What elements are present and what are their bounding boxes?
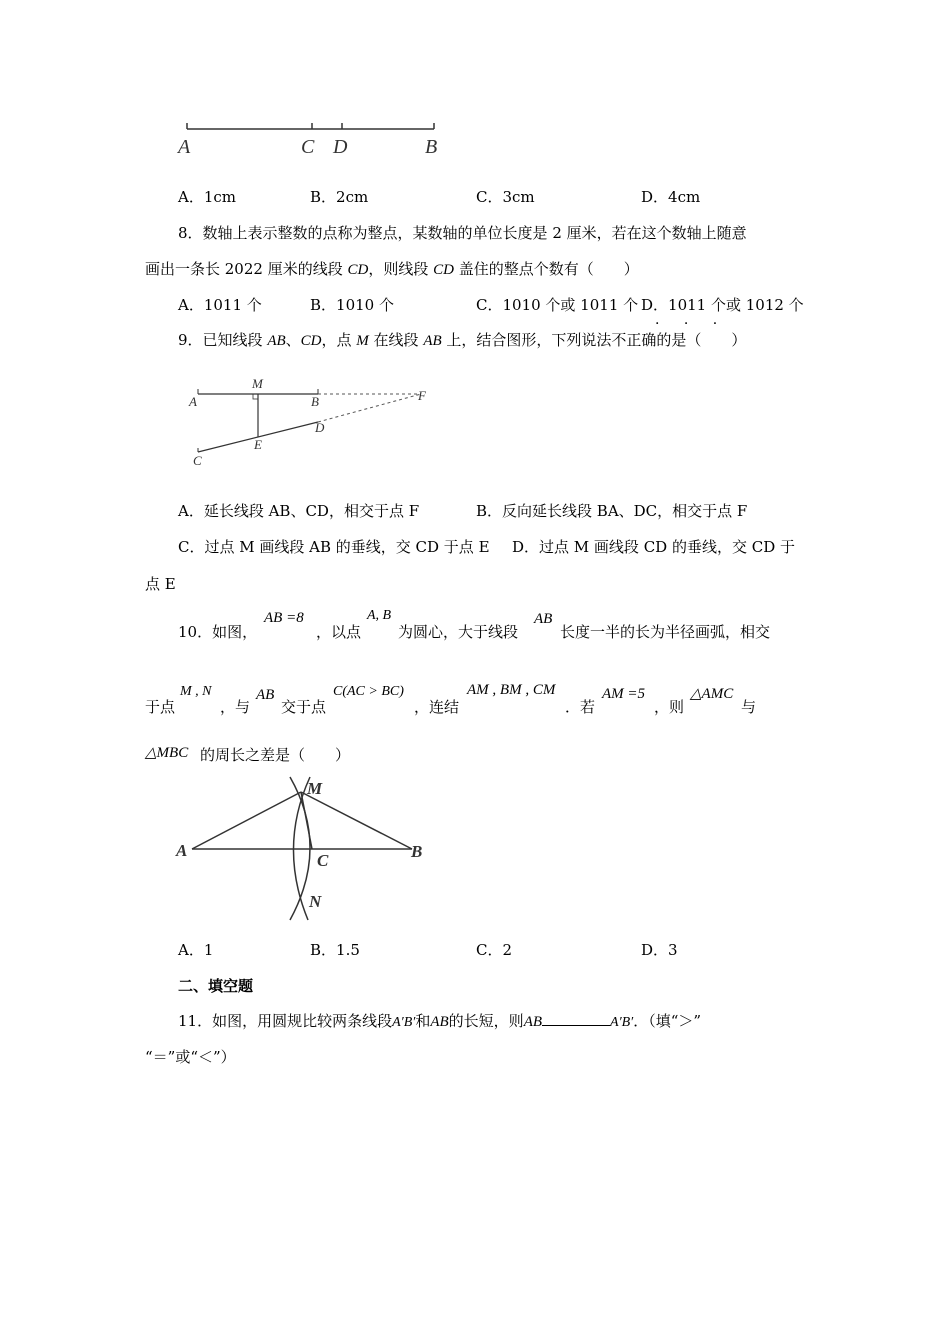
q9-sep: 、	[285, 331, 301, 349]
figure-q9	[185, 370, 445, 470]
q9-ab: AB	[267, 333, 286, 349]
q10-text-12: 的周长之差是（ ）	[200, 746, 351, 764]
fig10-label-c: C	[317, 851, 329, 870]
q10-math-c: C(AC > BC)	[333, 684, 404, 699]
q10-option-a[interactable]: A．1	[178, 941, 214, 959]
label-c: C	[301, 136, 315, 158]
q11-math-apbp-2: A′B′	[610, 1015, 634, 1030]
label-d: D	[333, 136, 348, 158]
q11-text-2: 和	[415, 1012, 431, 1030]
q11-math-ab: AB	[430, 1014, 449, 1030]
q10-text-10: ，则	[654, 698, 685, 716]
q10-math-amc: △AMC	[690, 686, 734, 702]
q10-text-5: 于点	[145, 698, 176, 716]
q11-line1	[178, 1011, 701, 1033]
label-a: A	[178, 136, 191, 158]
q10-option-c[interactable]: C．2	[476, 941, 513, 959]
q10-text-2: ，以点	[316, 623, 362, 641]
q9-cd: CD	[300, 333, 322, 349]
q10-text-6: ，与	[220, 698, 251, 716]
q10-math-ab: AB	[534, 611, 553, 627]
label-b: B	[425, 136, 438, 158]
q8-cd-1: CD	[347, 262, 369, 278]
q10-math-ab8: AB =8	[264, 610, 304, 626]
q9-m: M	[356, 333, 369, 349]
q7-option-c[interactable]: C．3cm	[476, 188, 535, 206]
fig9-label-c: C	[193, 453, 202, 468]
q11-text-4: ．（填“＞”	[633, 1012, 702, 1030]
q11-math-ab-2: AB	[523, 1014, 543, 1030]
q10-text-7: 交于点	[281, 698, 327, 716]
q7-option-d[interactable]: D．4cm	[641, 188, 701, 206]
q11-text-3: 的长短，则	[448, 1012, 524, 1030]
q8-option-a[interactable]: A．1011 个	[178, 296, 262, 314]
q9-option-d-cont: 点 E	[145, 575, 176, 593]
q10-text-11: 与	[741, 698, 757, 716]
q10-math-ab-points: A, B	[367, 608, 392, 623]
fig10-label-m: M	[307, 779, 323, 798]
q10-text-9: ．若	[565, 698, 596, 716]
fig9-label-e: E	[254, 437, 262, 452]
q8-option-d[interactable]: D．1011 个或 1012 个	[641, 296, 804, 314]
q8-text-a: 画出一条长 2022 厘米的线段	[145, 260, 348, 278]
q11-text-1: 11．如图，用圆规比较两条线段	[178, 1012, 393, 1030]
q7-option-a[interactable]: A．1cm	[178, 188, 237, 206]
q8-option-b[interactable]: B．1010 个	[310, 296, 394, 314]
q7-option-b[interactable]: B．2cm	[310, 188, 369, 206]
q8-text-c: 盖住的整点个数有（ ）	[453, 260, 639, 278]
q11-line2: “＝”或“＜”）	[145, 1048, 236, 1066]
q9-ab2: AB	[423, 333, 442, 349]
q9-stem	[178, 330, 746, 351]
q10-option-d[interactable]: D．3	[641, 941, 678, 959]
q10-option-b[interactable]: B．1.5	[310, 941, 360, 959]
fig9-label-a: A	[189, 394, 197, 409]
q9-option-b[interactable]: B．反向延长线段 BA、DC，相交于点 F	[476, 502, 748, 520]
q11-answer-blank[interactable]	[542, 1011, 610, 1026]
q8-stem-line1: 8．数轴上表示整数的点称为整点，某数轴的单位长度是 2 厘米，若在这个数轴上随意	[178, 224, 747, 242]
q10-math-mbc: △MBC	[145, 745, 189, 761]
q8-stem-line2	[145, 259, 639, 280]
fig9-label-b: B	[311, 394, 319, 409]
q10-text-4: 长度一半的长为半径画弧，相交	[560, 623, 771, 641]
q10-math-mn: M , N	[180, 684, 212, 699]
q10-math-ab-2: AB	[256, 687, 275, 703]
fig9-label-m: M	[252, 376, 263, 391]
q9-emphasis-dots: · · ·	[655, 316, 728, 332]
q8-option-c[interactable]: C．1010 个或 1011 个	[476, 296, 639, 314]
fig9-label-d: D	[315, 420, 325, 435]
fig10-label-n: N	[309, 892, 322, 911]
q9-text-c: 在线段	[368, 331, 424, 349]
q10-math-am5: AM =5	[602, 686, 646, 702]
q8-cd-2: CD	[433, 262, 454, 278]
q9-option-d[interactable]: D．过点 M 画线段 CD 的垂线，交 CD 于	[512, 538, 796, 556]
fig10-label-a: A	[176, 841, 188, 860]
q10-text-1: 10．如图，	[178, 623, 258, 641]
figure-q10	[170, 772, 440, 927]
section-fill-in-title: 二、填空题	[178, 977, 254, 995]
figure-segment-acdb	[175, 118, 455, 163]
q8-text-b: ，则线段	[368, 260, 434, 278]
q10-math-segments: AM , BM , CM	[467, 682, 556, 698]
q9-option-a[interactable]: A．延长线段 AB、CD，相交于点 F	[178, 502, 420, 520]
q11-math-apbp: A′B′	[392, 1015, 416, 1030]
fig9-label-f: F	[418, 388, 426, 403]
fig10-label-b: B	[411, 842, 423, 861]
q9-text-a: 9．已知线段	[178, 331, 268, 349]
q10-text-3: 为圆心，大于线段	[398, 623, 519, 641]
q9-text-b: ，点	[321, 331, 357, 349]
q10-text-8: ，连结	[414, 698, 460, 716]
q9-text-d: 上，结合图形，下列说法不正确的是（ ）	[441, 331, 747, 349]
q9-option-c[interactable]: C．过点 M 画线段 AB 的垂线，交 CD 于点 E	[178, 538, 490, 556]
